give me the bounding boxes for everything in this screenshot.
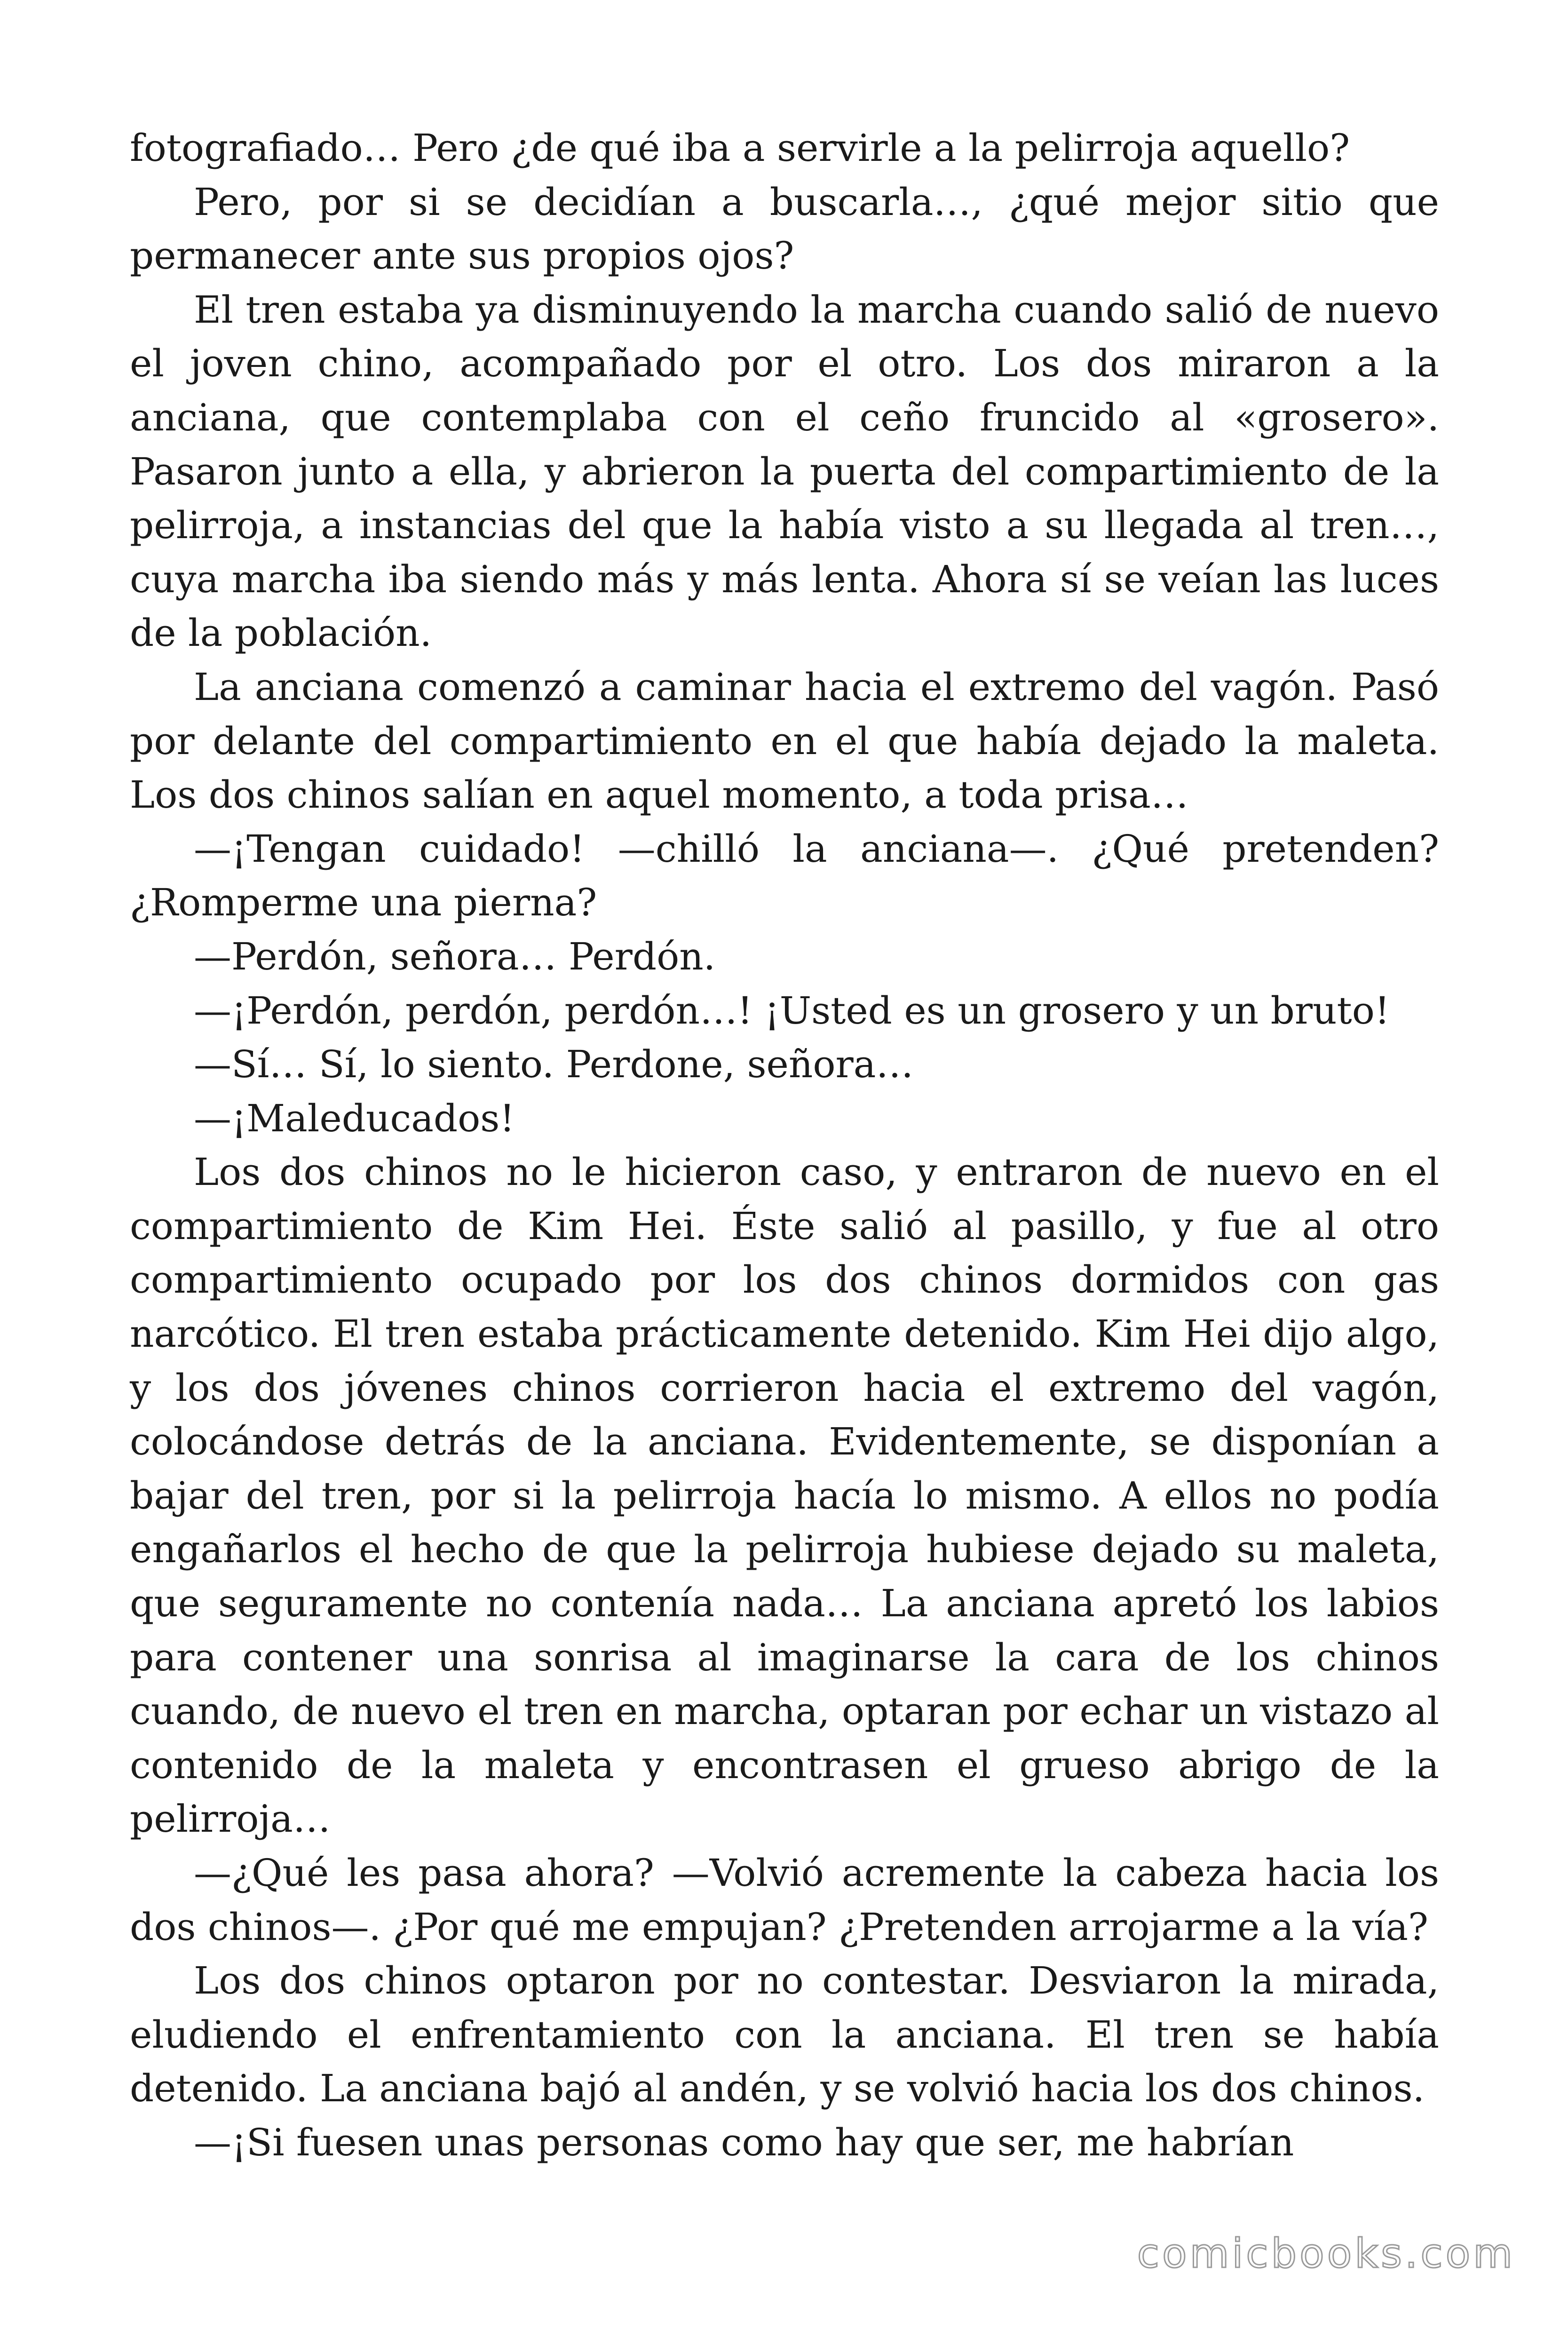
paragraph-8: —Sí… Sí, lo siento. Perdone, señora… — [194, 1042, 914, 1087]
paragraph-13: —¡Si fuesen unas personas como hay que ser, me habrían — [194, 2120, 1294, 2164]
paragraph-9: —¡Maleducados! — [194, 1096, 515, 1140]
paragraph-1: fotografiado… Pero ¿de qué iba a servirle a la pelirroja aquello? — [130, 126, 1350, 170]
paragraph-10: Los dos chinos no le hicieron caso, y entraron de nuevo en el compartimiento de Kim Hei. Éste salió al pasillo, y fue al otro compartimiento ocupado por los dos chinos dormidos con gas narcótico. El tren estaba prácticamente detenido. Kim Hei dijo algo, y los dos jóvenes chinos corrieron hacia el extremo del vagón, colocándose detrás de la anciana. Evidentemente, se disponían a bajar del tren, por si la pelirroja hacía lo mismo. A ellos no podía engañarlos el hecho de que la pelirroja hubiese dejado su maleta, que seguramente no contenía nada… La anciana apretó los labios para contener una sonrisa al imaginarse la cara de los chinos cuando, de nuevo el tren en marcha, optaran por echar un vistazo al contenido de la maleta y encontrasen el grueso abrigo de la pelirroja… — [130, 1150, 1439, 1841]
paragraph-7: —¡Perdón, perdón, perdón…! ¡Usted es un grosero y un bruto! — [194, 988, 1390, 1033]
paragraph-12: Los dos chinos optaron por no contestar. Desviaron la mirada, eludiendo el enfrentamiento con la anciana. El tren se había detenido. La anciana bajó al andén, y se volvió hacia los dos chinos. — [130, 1959, 1439, 2111]
watermark: comicbooks.com — [1137, 2230, 1515, 2277]
paragraph-5: —¡Tengan cuidado! —chilló la anciana—. ¿Qué pretenden? ¿Romperme una pierna? — [130, 826, 1439, 925]
page-text — [130, 121, 1439, 2170]
paragraph-2: Pero, por si se decidían a buscarla…, ¿qué mejor sitio que permanecer ante sus propios ojos? — [130, 180, 1439, 278]
paragraph-11: —¿Qué les pasa ahora? —Volvió acremente la cabeza hacia los dos chinos—. ¿Por qué me empujan? ¿Pretenden arrojarme a la vía? — [130, 1851, 1439, 1949]
paragraph-4: La anciana comenzó a caminar hacia el extremo del vagón. Pasó por delante del compartimiento en el que había dejado la maleta. Los dos chinos salían en aquel momento, a toda prisa… — [130, 665, 1439, 817]
paragraph-6: —Perdón, señora… Perdón. — [194, 934, 716, 978]
paragraph-3: El tren estaba ya disminuyendo la marcha cuando salió de nuevo el joven chino, acompañado por el otro. Los dos miraron a la anciana, que contemplaba con el ceño fruncido al «grosero». Pasaron junto a ella, y abrieron la puerta del compartimiento de la pelirroja, a instancias del que la había visto a su llegada al tren…, cuya marcha iba siendo más y más lenta. Ahora sí se veían las luces de la población. — [130, 287, 1439, 655]
